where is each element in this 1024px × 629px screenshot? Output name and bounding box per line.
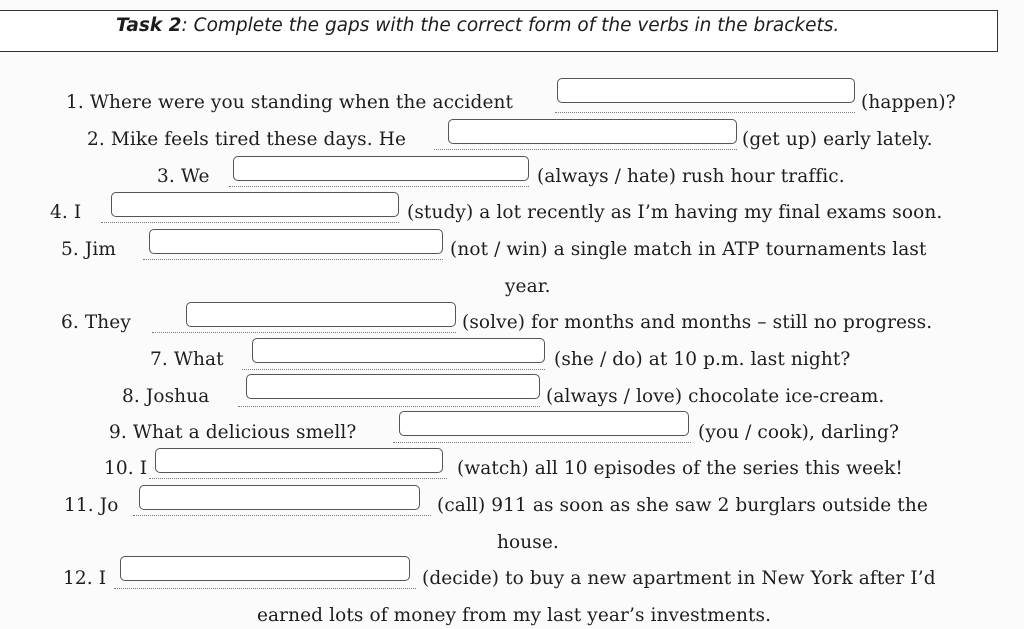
item-12-hint: (decide) to buy a new apartment in New York after I’d xyxy=(422,568,936,589)
item-1-underline xyxy=(555,112,855,113)
item-4-prompt: 4. I xyxy=(50,202,82,223)
item-3-prompt: 3. We xyxy=(157,166,210,187)
task-title xyxy=(116,15,839,36)
item-3-underline xyxy=(229,186,529,187)
item-7-answer-box[interactable] xyxy=(252,338,545,363)
item-7-underline xyxy=(242,369,545,370)
item-5-underline xyxy=(143,259,443,260)
item-8-prompt: 8. Joshua xyxy=(122,386,210,407)
item-7-prompt: 7. What xyxy=(150,349,224,370)
item-6-prompt: 6. They xyxy=(61,312,131,333)
item-12-continuation: earned lots of money from my last year’s investments. xyxy=(257,605,772,626)
item-4-hint: (study) a lot recently as I’m having my final exams soon. xyxy=(407,202,943,223)
task-instruction: : Complete the gaps with the correct form of the verbs in the brackets. xyxy=(181,15,840,36)
item-2-underline xyxy=(434,149,737,150)
item-11-underline xyxy=(133,515,431,516)
item-9-underline xyxy=(393,442,691,443)
item-9-hint: (you / cook), darling? xyxy=(698,422,899,443)
item-3-hint: (always / hate) rush hour traffic. xyxy=(537,166,845,187)
item-1-hint: (happen)? xyxy=(861,92,956,113)
item-7-hint: (she / do) at 10 p.m. last night? xyxy=(554,349,851,370)
item-4-answer-box[interactable] xyxy=(111,192,399,217)
task-label: Task 2 xyxy=(116,15,182,36)
item-12-answer-box[interactable] xyxy=(120,556,410,581)
item-11-answer-box[interactable] xyxy=(139,485,420,510)
item-5-hint: (not / win) a single match in ATP tournaments last xyxy=(450,239,927,260)
item-2-hint: (get up) early lately. xyxy=(742,129,933,150)
item-5-continuation: year. xyxy=(505,276,551,297)
item-9-answer-box[interactable] xyxy=(399,411,689,436)
item-10-underline xyxy=(149,478,447,479)
item-9-prompt: 9. What a delicious smell? xyxy=(109,422,357,443)
item-11-prompt: 11. Jo xyxy=(64,495,119,516)
item-1-prompt: 1. Where were you standing when the accident xyxy=(66,92,514,113)
item-8-answer-box[interactable] xyxy=(246,374,540,399)
item-12-underline xyxy=(114,588,416,589)
item-8-underline xyxy=(238,406,540,407)
item-6-underline xyxy=(152,332,456,333)
item-3-answer-box[interactable] xyxy=(233,156,529,181)
item-12-prompt: 12. I xyxy=(63,568,107,589)
item-1-answer-box[interactable] xyxy=(557,78,855,103)
item-2-answer-box[interactable] xyxy=(448,119,737,144)
item-10-hint: (watch) all 10 episodes of the series this week! xyxy=(457,458,903,479)
item-11-hint: (call) 911 as soon as she saw 2 burglars outside the xyxy=(437,495,928,516)
item-11-continuation: house. xyxy=(497,532,559,553)
item-5-prompt: 5. Jim xyxy=(61,239,117,260)
item-2-prompt: 2. Mike feels tired these days. He xyxy=(87,129,407,150)
item-10-answer-box[interactable] xyxy=(155,448,443,473)
item-6-hint: (solve) for months and months – still no progress. xyxy=(462,312,933,333)
item-10-prompt: 10. I xyxy=(104,458,148,479)
item-6-answer-box[interactable] xyxy=(186,302,456,327)
item-5-answer-box[interactable] xyxy=(149,229,443,254)
item-8-hint: (always / love) chocolate ice-cream. xyxy=(546,386,885,407)
item-4-underline xyxy=(101,222,399,223)
